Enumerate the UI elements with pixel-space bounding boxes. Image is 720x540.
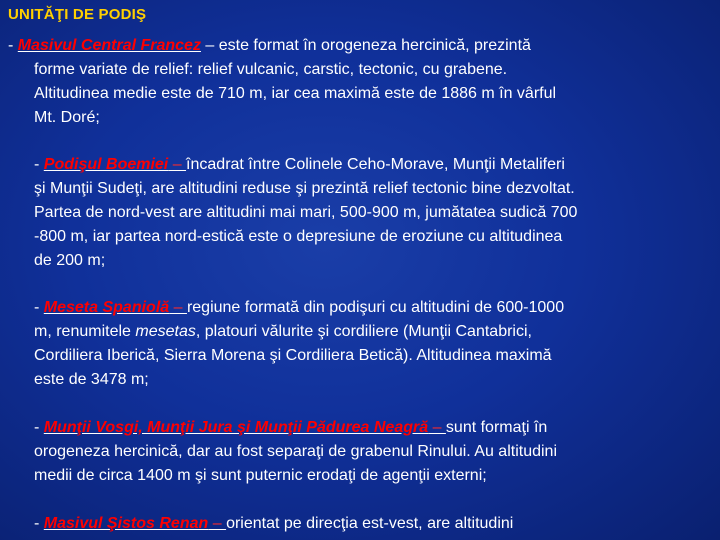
bullet-dash: - (34, 419, 44, 436)
paragraph-masivul-central-francez (8, 34, 716, 130)
bullet-dash: - (34, 156, 44, 173)
paragraph-text: sunt formaţi în (445, 419, 548, 436)
italic-word-mesetas: mesetas (135, 323, 196, 340)
term-masivul-central-francez: Masivul Central Francez (17, 37, 201, 54)
paragraph-masivul-sistos-renan (8, 512, 716, 536)
paragraph-text: – este format în orogeneza hercinică, prezintă (200, 37, 531, 54)
paragraph-line (8, 416, 716, 440)
term-masivul-sistos-renan: Masivul Şistos Renan (43, 515, 209, 532)
paragraph-line (8, 512, 716, 536)
paragraph-text: orientat pe direcţia est-vest, are altitudini (226, 515, 514, 532)
paragraph-text: m, renumitele (34, 323, 136, 340)
paragraph-line: forme variate de relief: relief vulcanic, carstic, tectonic, cu grabene. (34, 61, 508, 78)
term-dash: – (208, 515, 227, 532)
slide-title: UNITĂŢI DE PODIŞ (8, 6, 147, 23)
paragraph-line: Altitudinea medie este de 710 m, iar cea maximă este de 1886 m în vârful (34, 85, 557, 102)
term-dash: – (169, 299, 187, 316)
paragraph-meseta-spaniola (8, 296, 716, 392)
paragraph-line (8, 153, 716, 177)
paragraph-line: şi Munţii Sudeţi, are altitudini reduse şi prezintă relief tectonic bine dezvoltat. (34, 180, 575, 197)
paragraph-line: de 200 m; (34, 252, 106, 269)
bullet-dash: - (8, 37, 18, 54)
paragraph-muntii-vosgi (8, 416, 716, 488)
term-meseta-spaniola: Meseta Spaniolă (43, 299, 170, 316)
paragraph-line: Partea de nord-vest are altitudini mai mari, 500-900 m, jumătatea sudică 700 (34, 204, 578, 221)
term-podisul-boemiei: Podişul Boemiei (43, 156, 169, 173)
paragraph-text: , platouri vălurite şi cordiliere (Munţii Cantabrici, (195, 323, 532, 340)
paragraph-text: regiune formată din podişuri cu altitudini de 600-1000 (186, 299, 565, 316)
paragraph-line (8, 34, 716, 58)
paragraph-line (8, 296, 716, 320)
term-muntii-vosgi-jura-padurea-neagra: Munţii Vosgi, Munţii Jura şi Munţii Pădurea Neagră (43, 419, 429, 436)
bullet-dash: - (34, 299, 44, 316)
paragraph-line: Mt. Doré; (34, 109, 100, 126)
paragraph-line (8, 320, 716, 344)
paragraph-line: este de 3478 m; (34, 371, 149, 388)
paragraph-text: încadrat între Colinele Ceho-Morave, Munţii Metaliferi (186, 156, 565, 173)
paragraph-line: medii de circa 1400 m şi sunt puternic erodaţi de agenţii externi; (34, 467, 487, 484)
paragraph-line: -800 m, iar partea nord-estică este o depresiune de eroziune cu altitudinea (34, 228, 563, 245)
paragraph-podisul-boemiei (8, 153, 716, 273)
paragraph-line: Cordiliera Iberică, Sierra Morena şi Cordiliera Betică). Altitudinea maximă (34, 347, 552, 364)
term-dash: – (428, 419, 446, 436)
bullet-dash: - (34, 515, 44, 532)
term-dash: – (168, 156, 187, 173)
paragraph-line: orogeneza hercinică, dar au fost separaţi de grabenul Rinului. Au altitudini (34, 443, 557, 460)
